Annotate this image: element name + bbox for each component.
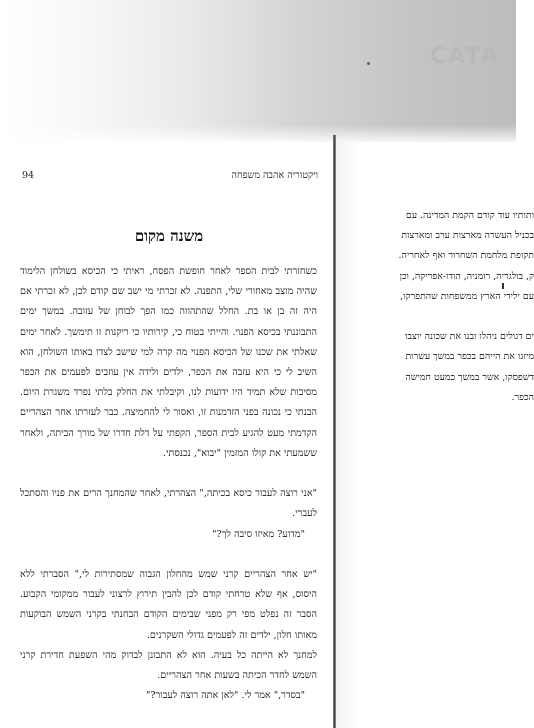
text-line: עם ילידי הארץ ממשפחות שהתפרקו, — [400, 290, 534, 302]
right-page-text — [354, 206, 534, 408]
ghost-bleed-text: CATA — [430, 44, 500, 69]
chapter-body — [20, 262, 317, 727]
running-title: ויקטוריה אהבה משפחה — [231, 170, 318, 181]
speck — [502, 283, 504, 289]
text-line — [354, 307, 534, 327]
paragraph: "יש אחר הצהריים קרני שמש מהחלון הגבוה שמסתירות לי," הסברתי ללא היסוס, אף שלא טרחתי קודם לכן להבין תירוץ לרצוני לעבור ממקומי הקבוע. הסבר זה נפלט מפי רק מפני שבימים הקודם הבחנתי בקרני השמש הבוקעות מאותו חלון, ילדים זה לפעמים גדולי השקרנים. — [20, 569, 317, 641]
page-header — [20, 170, 318, 186]
paragraph: למחנך לא הייתה כל בעיה. הוא לא התבונן לבדוק מהי השפעת חדירת קרני השמש לחדר הכיתה בשעות אחר הצהריים. — [20, 649, 317, 682]
book-gutter — [333, 135, 336, 728]
paragraph: "אני רוצה לעבור כיסא בכיתה," הצהרתי, לאחר שהמחנך הרים את פניו והסתכל לעברי. — [20, 488, 317, 520]
text-line: דשפסקו, אשר במשך כמעט חמישה — [405, 371, 534, 383]
chapter-title: משנה מקום — [134, 227, 204, 245]
text-line: ים דגולים ניהלו ובנו את שכונה יוצבו — [404, 331, 534, 343]
paragraph: כשחזרתי לבית הספר לאחר חופשת הפסח, ראיתי כי הכיסא בשולחן הלימוד שהיה מוצב מאחורי שלי, התפנה. לא זכרתי מי ישב שם קודם לכן, לא זכרתי אם היה זה בן או בת. החלל שהתהווה כמו הפך לבוחן של עזובה. במשך ימים התבוננתי בכיסא הפנוי. והייתי בטוח כי, קירותיו כי ריקנות זו תימשך. לאחר ימים שאלתי את שכנו של הכיסא הפנוי מה קרה למי שישב לצדו באותו השולחן, הוא השיב לי כי היא עזבה את הכפר, ילדים ולידה אין עוזבים לפעמים את הכפר מסיבות שלא תמיד היו ידועות לנו, וקיבלתי את החלק בלתי נפרד משגרת היום. הבנתי כי נכונה בפני הזדמנות זו, ואסור לי להחמיצה. כבר לעזרתו אחר הצהריים הקדמתי מעט להגיע לבית הספר, הקפתי על דלת חדרו של מורך הכיתה, ולאחר ששמעתי את קולו המזמין "יבוא", נכנסתי. — [20, 266, 317, 459]
text-line: בכניל העשרה מארצות ערב ומארצות — [401, 230, 534, 242]
text-line: ותותיו עוד קודם הקמת המדינה. עם — [405, 210, 534, 221]
text-line: ק, בולגריה, רומניה, הודו-אפריקה, וכן — [399, 270, 534, 282]
paragraph: "בסדר," אמר לי. "לאן אתה רוצה לעבור?" — [146, 690, 305, 702]
page-number: 94 — [22, 170, 35, 181]
text-line: הכפר. — [511, 391, 534, 403]
speck — [367, 62, 370, 65]
paragraph: "מדוע? מאיזו סיבה לך?" — [212, 528, 305, 540]
text-line: מיזגו את הייהם בכפר במשך עשרות — [405, 351, 534, 363]
text-line: תקופת מלחמת השחרור ואף לאחריה. — [398, 250, 534, 262]
